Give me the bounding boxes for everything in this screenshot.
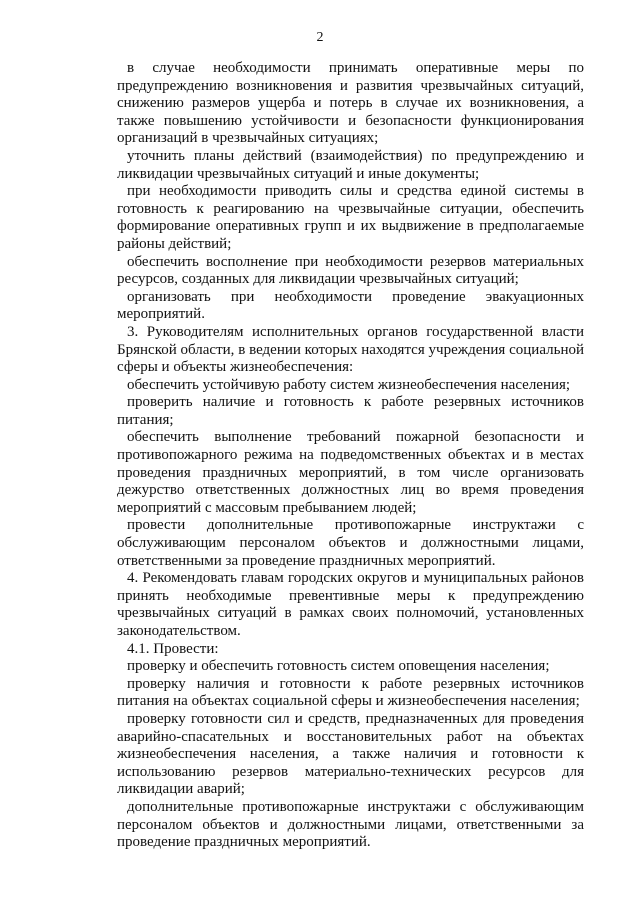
paragraph: проверить наличие и готовность к работе резервных источников питания; [117, 394, 584, 428]
paragraph: провести дополнительные противопожарные инструктажи с обслуживающим персоналом объектов и должностными лицами, ответственными за проведение праздничных мероприятий. [117, 517, 584, 569]
document-body [117, 60, 584, 852]
paragraph: 4.1. Провести: [127, 640, 219, 657]
paragraph: при необходимости приводить силы и средства единой системы в готовность к реагированию на чрезвычайные ситуации, обеспечить формирование оперативных групп и их выдвижение в предполагаемые районы действий; [117, 183, 584, 252]
paragraph: в случае необходимости принимать оперативные меры по предупреждению возникновения и развития чрезвычайных ситуаций, снижению размеров ущерба и потерь в случае их возникновения, а также повышению устойчивости и безопасности функционирования организаций в чрезвычайных ситуациях; [117, 60, 584, 147]
paragraph: обеспечить устойчивую работу систем жизнеобеспечения населения; [127, 376, 571, 393]
paragraph: организовать при необходимости проведение эвакуационных мероприятий. [117, 288, 584, 323]
paragraph: проверку наличия и готовности к работе резервных источников питания на объектах социальной сферы и жизнеобеспечения населения; [117, 675, 584, 710]
paragraph: обеспечить выполнение требований пожарной безопасности и противопожарного режима на подведомственных объектах и в местах проведения праздничных мероприятий, в том числе организовать дежурство ответственных должностных лиц во время проведения мероприятий с массовым пребыванием людей; [117, 429, 584, 516]
paragraph: обеспечить восполнение при необходимости резервов материальных ресурсов, созданных для ликвидации чрезвычайных ситуаций; [117, 253, 584, 288]
paragraph: проверку готовности сил и средств, предназначенных для проведения аварийно-спасательных и восстановительных работ на объектах жизнеобеспечения населения, а также наличия и готовности к использованию резервов материально-технических ресурсов для ликвидации аварий; [117, 710, 584, 798]
paragraph: дополнительные противопожарные инструктажи с обслуживающим персоналом объектов и должностными лицами, ответственными за проведение праздничных мероприятий. [117, 798, 584, 851]
paragraph: 3. Руководителям исполнительных органов государственной власти Брянской области, в ведении которых находятся учреждения социальной сферы и объекты жизнеобеспечения: [117, 323, 584, 376]
paragraph: уточнить планы действий (взаимодействия) по предупреждению и ликвидации чрезвычайных ситуаций и иные документы; [117, 147, 584, 182]
page-number: 2 [316, 30, 324, 45]
paragraph: проверку и обеспечить готовность систем оповещения населения; [127, 658, 550, 675]
paragraph: 4. Рекомендовать главам городских округов и муниципальных районов принять необходимые превентивные меры к предупреждению чрезвычайных ситуаций в рамках своих полномочий, установленных законодательством. [117, 570, 584, 639]
